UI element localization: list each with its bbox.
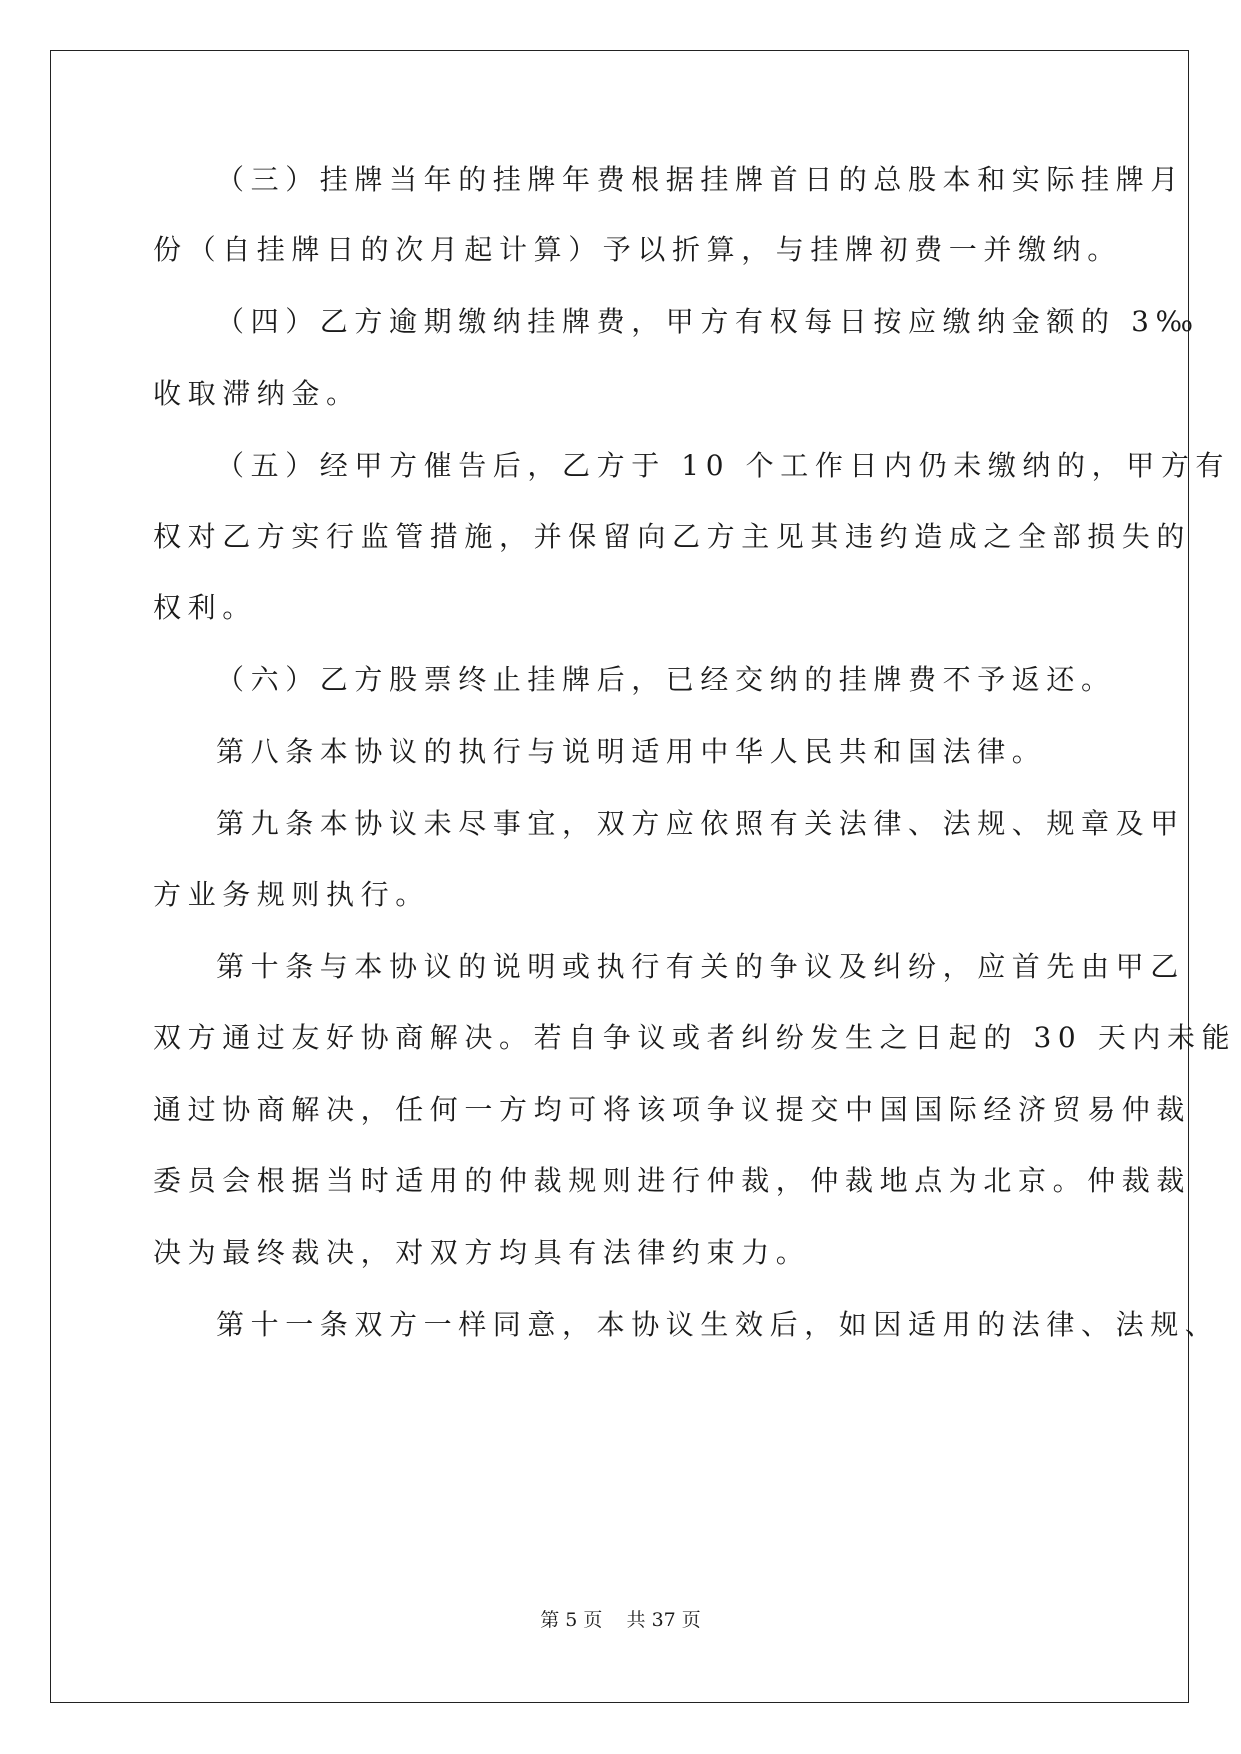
article-9-line-1: 第九条本协议未尽事宜，双方应依照有关法律、法规、规章及甲 <box>216 807 1185 840</box>
article-10-line-1: 第十条与本协议的说明或执行有关的争议及纠纷，应首先由甲乙 <box>216 950 1185 983</box>
article-9-line-2: 方业务规则执行。 <box>153 878 430 911</box>
article-10-line-4: 委员会根据当时适用的仲裁规则进行仲裁，仲裁地点为北京。仲裁裁 <box>153 1164 1192 1197</box>
article-8-line-1: 第八条本协议的执行与说明适用中华人民共和国法律。 <box>216 735 1047 768</box>
paragraph-5-line-1: （五）经甲方催告后，乙方于 10 个工作日内仍未缴纳的，甲方有 <box>216 449 1231 482</box>
paragraph-5-line-2: 权对乙方实行监管措施，并保留向乙方主见其违约造成之全部损失的 <box>153 520 1192 553</box>
paragraph-6-line-1: （六）乙方股票终止挂牌后，已经交纳的挂牌费不予返还。 <box>216 663 1116 696</box>
page-number-footer: 第 5 页 共 37 页 <box>540 1609 701 1631</box>
paragraph-4-line-1: （四）乙方逾期缴纳挂牌费，甲方有权每日按应缴纳金额的 3‰ <box>216 305 1200 338</box>
paragraph-5-line-3: 权利。 <box>153 591 257 624</box>
article-10-line-2: 双方通过友好协商解决。若自争议或者纠纷发生之日起的 30 天内未能 <box>153 1021 1237 1054</box>
article-10-line-5: 决为最终裁决，对双方均具有法律约束力。 <box>153 1236 811 1269</box>
article-11-line-1: 第十一条双方一样同意，本协议生效后，如因适用的法律、法规、 <box>216 1308 1220 1341</box>
paragraph-3-line-1: （三）挂牌当年的挂牌年费根据挂牌首日的总股本和实际挂牌月 <box>216 163 1185 196</box>
paragraph-4-line-2: 收取滞纳金。 <box>153 377 361 410</box>
paragraph-3-line-2: 份（自挂牌日的次月起计算）予以折算，与挂牌初费一并缴纳。 <box>153 233 1122 266</box>
article-10-line-3: 通过协商解决，任何一方均可将该项争议提交中国国际经济贸易仲裁 <box>153 1093 1192 1126</box>
